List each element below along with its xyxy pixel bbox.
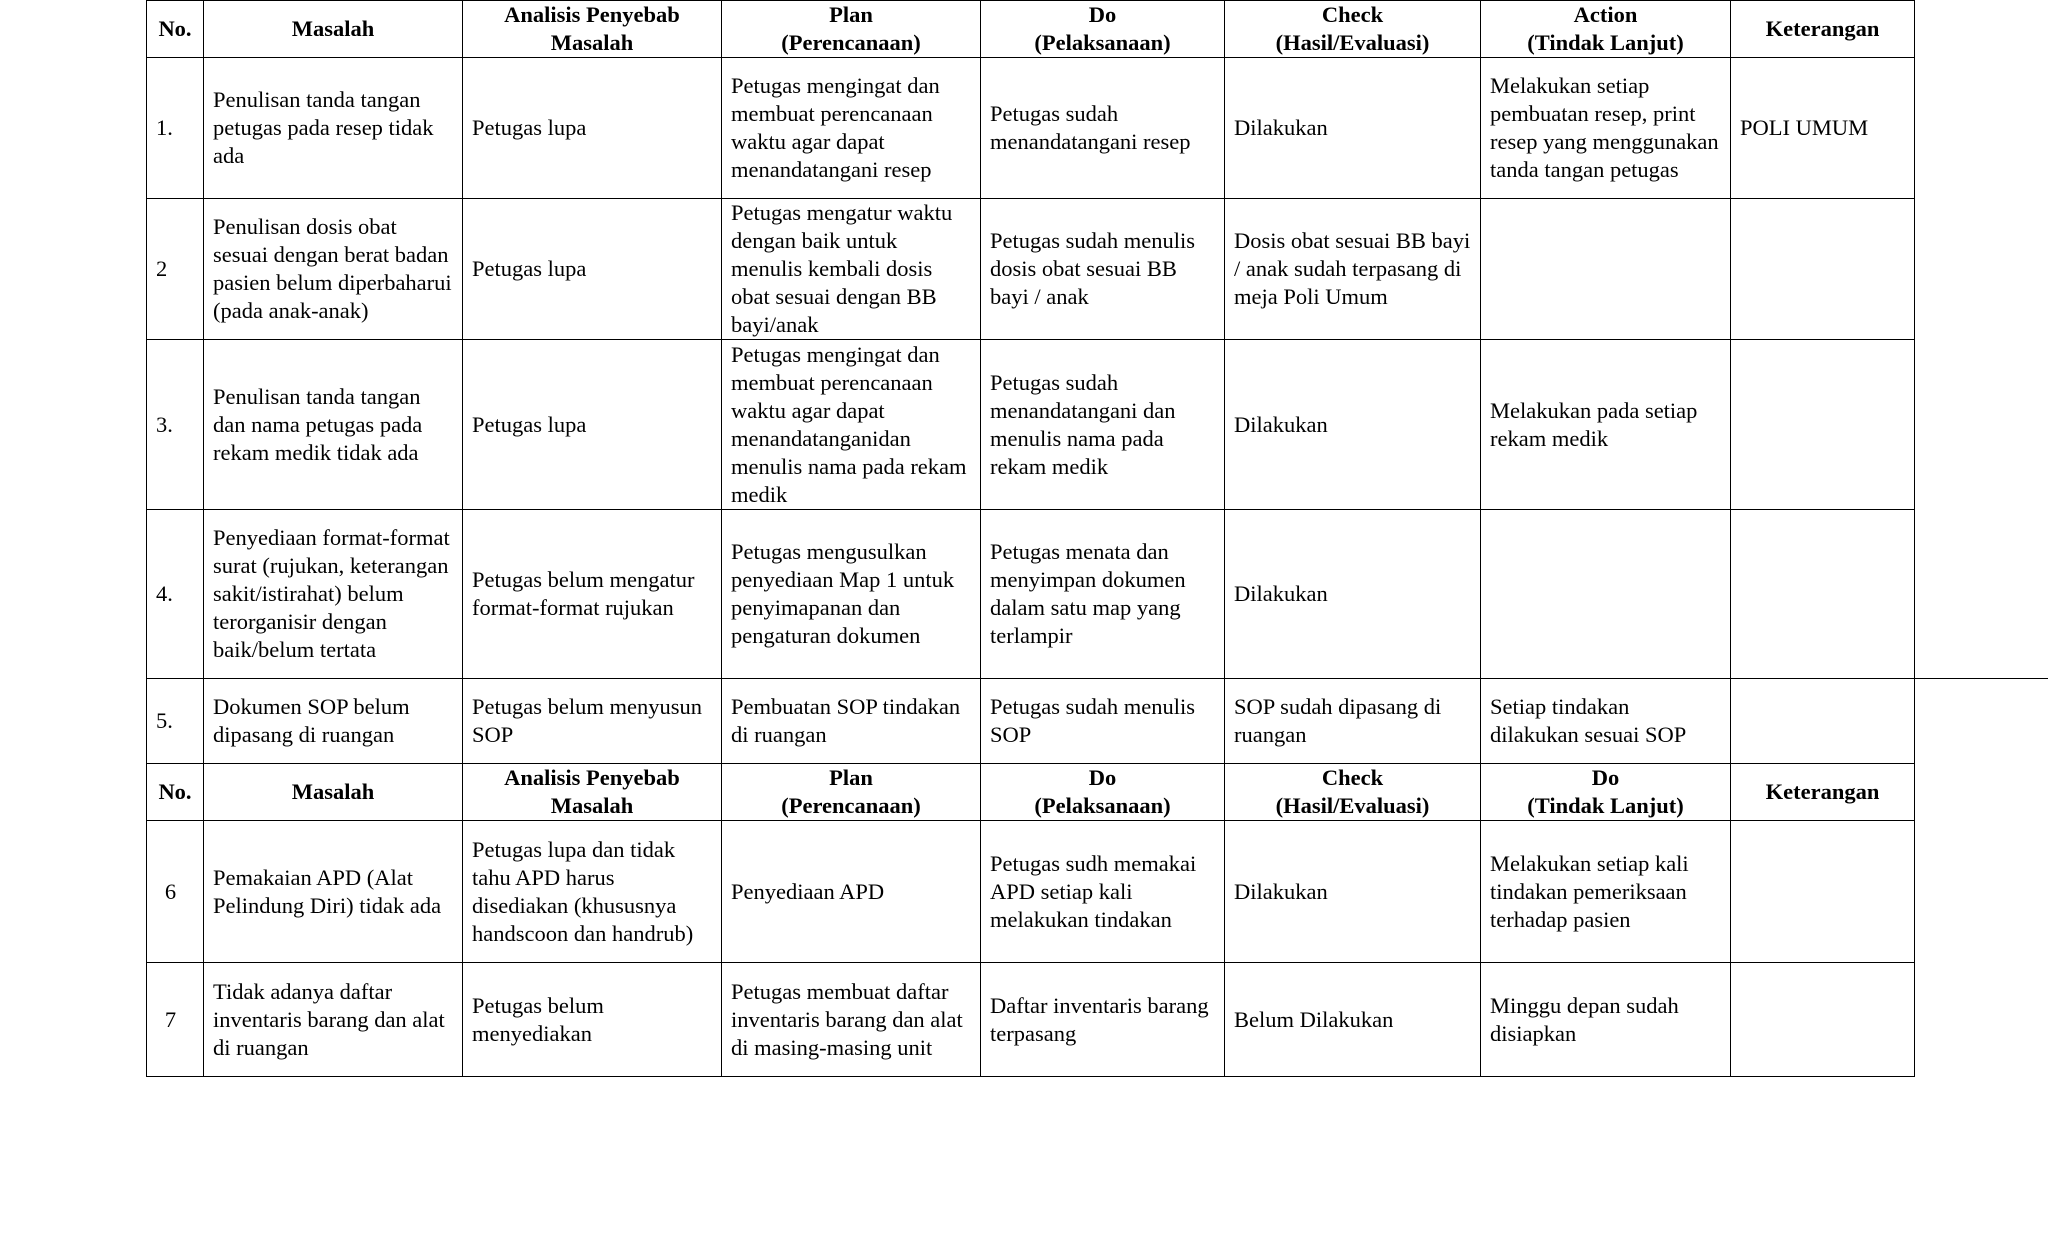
header-analisis-line2: Masalah — [550, 793, 634, 818]
cell-analisis: Petugas lupa dan tidak tahu APD harus disediakan (khususnya handscoon dan handrub) — [463, 821, 722, 963]
cell-action: Melakukan setiap pembuatan resep, print resep yang menggunakan tanda tangan petugas — [1481, 58, 1731, 199]
header-check-line1: Check — [1321, 765, 1384, 790]
cell-plan: Pembuatan SOP tindakan di ruangan — [722, 679, 981, 764]
cell-do: Petugas sudah menandatangani dan menulis nama pada rekam medik — [981, 340, 1225, 510]
header-no: No. — [147, 1, 204, 58]
cell-masalah: Dokumen SOP belum dipasang di ruangan — [204, 679, 463, 764]
header-check-line1: Check — [1321, 2, 1384, 27]
header-do-line1: Do — [1088, 2, 1117, 27]
header-action-line2: (Tindak Lanjut) — [1527, 793, 1684, 818]
cell-no: 5. — [147, 679, 204, 764]
header-analisis-line2: Masalah — [550, 30, 634, 55]
cell-keterangan — [1731, 510, 1915, 679]
table-row — [147, 340, 1915, 510]
pdca-table — [146, 0, 1915, 1077]
header-plan — [722, 1, 981, 58]
header-analisis — [463, 764, 722, 821]
cell-action: Minggu depan sudah disiapkan — [1481, 963, 1731, 1077]
table-row — [147, 58, 1915, 199]
cell-keterangan: POLI UMUM — [1731, 58, 1915, 199]
cell-action — [1481, 510, 1731, 679]
header-do-line2: (Pelaksanaan) — [1034, 30, 1171, 55]
cell-action: Melakukan setiap kali tindakan pemeriksaan terhadap pasien — [1481, 821, 1731, 963]
table-header-row — [147, 1, 1915, 58]
cell-check: Dilakukan — [1225, 510, 1481, 679]
header-check-line2: (Hasil/Evaluasi) — [1275, 30, 1430, 55]
header-check — [1225, 764, 1481, 821]
header-action-line1: Do — [1591, 765, 1620, 790]
table-header-row-repeat — [147, 764, 1915, 821]
header-check-line2: (Hasil/Evaluasi) — [1275, 793, 1430, 818]
cell-do: Petugas menata dan menyimpan dokumen dalam satu map yang terlampir — [981, 510, 1225, 679]
cell-no: 4. — [147, 510, 204, 679]
cell-masalah: Penulisan tanda tangan dan nama petugas pada rekam medik tidak ada — [204, 340, 463, 510]
side-rule-line — [1914, 678, 2048, 679]
header-action — [1481, 764, 1731, 821]
cell-masalah: Penulisan dosis obat sesuai dengan berat badan pasien belum diperbaharui (pada anak-anak) — [204, 199, 463, 340]
cell-no: 7 — [147, 963, 204, 1077]
cell-analisis: Petugas belum menyediakan — [463, 963, 722, 1077]
cell-masalah: Penyediaan format-format surat (rujukan, keterangan sakit/istirahat) belum terorganisir dengan baik/belum tertata — [204, 510, 463, 679]
header-do — [981, 1, 1225, 58]
header-plan-line2: (Perencanaan) — [781, 30, 921, 55]
cell-do: Petugas sudah menandatangani resep — [981, 58, 1225, 199]
cell-do: Petugas sudah menulis dosis obat sesuai BB bayi / anak — [981, 199, 1225, 340]
header-keterangan: Keterangan — [1731, 764, 1915, 821]
cell-no: 3. — [147, 340, 204, 510]
header-analisis-line1: Analisis Penyebab — [504, 2, 680, 27]
cell-keterangan — [1731, 340, 1915, 510]
header-action — [1481, 1, 1731, 58]
cell-analisis: Petugas belum menyusun SOP — [463, 679, 722, 764]
cell-plan: Petugas mengingat dan membuat perencanaan waktu agar dapat menandatanganidan menulis nama pada rekam medik — [722, 340, 981, 510]
cell-keterangan — [1731, 821, 1915, 963]
cell-plan: Petugas mengusulkan penyediaan Map 1 untuk penyimapanan dan pengaturan dokumen — [722, 510, 981, 679]
header-plan-line1: Plan — [829, 2, 873, 27]
header-analisis-line1: Analisis Penyebab — [504, 765, 680, 790]
cell-no: 2 — [147, 199, 204, 340]
cell-check: Belum Dilakukan — [1225, 963, 1481, 1077]
cell-do: Petugas sudh memakai APD setiap kali melakukan tindakan — [981, 821, 1225, 963]
cell-masalah: Pemakaian APD (Alat Pelindung Diri) tidak ada — [204, 821, 463, 963]
table-row — [147, 510, 1915, 679]
header-action-line2: (Tindak Lanjut) — [1527, 30, 1684, 55]
header-do — [981, 764, 1225, 821]
table-row — [147, 821, 1915, 963]
cell-analisis: Petugas lupa — [463, 199, 722, 340]
cell-keterangan — [1731, 963, 1915, 1077]
cell-no: 6 — [147, 821, 204, 963]
cell-keterangan — [1731, 199, 1915, 340]
cell-plan: Petugas membuat daftar inventaris barang dan alat di masing-masing unit — [722, 963, 981, 1077]
header-masalah: Masalah — [204, 1, 463, 58]
cell-action — [1481, 199, 1731, 340]
header-do-line1: Do — [1088, 765, 1117, 790]
cell-do: Daftar inventaris barang terpasang — [981, 963, 1225, 1077]
header-plan-line1: Plan — [829, 765, 873, 790]
cell-analisis: Petugas lupa — [463, 58, 722, 199]
cell-plan: Petugas mengatur waktu dengan baik untuk menulis kembali dosis obat sesuai dengan BB bayi/anak — [722, 199, 981, 340]
header-plan — [722, 764, 981, 821]
cell-no: 1. — [147, 58, 204, 199]
cell-check: SOP sudah dipasang di ruangan — [1225, 679, 1481, 764]
header-plan-line2: (Perencanaan) — [781, 793, 921, 818]
header-action-line1: Action — [1573, 2, 1638, 27]
cell-keterangan — [1731, 679, 1915, 764]
header-masalah: Masalah — [204, 764, 463, 821]
cell-check: Dosis obat sesuai BB bayi / anak sudah terpasang di meja Poli Umum — [1225, 199, 1481, 340]
header-do-line2: (Pelaksanaan) — [1034, 793, 1171, 818]
cell-plan: Petugas mengingat dan membuat perencanaan waktu agar dapat menandatangani resep — [722, 58, 981, 199]
header-keterangan: Keterangan — [1731, 1, 1915, 58]
header-check — [1225, 1, 1481, 58]
header-no: No. — [147, 764, 204, 821]
cell-check: Dilakukan — [1225, 58, 1481, 199]
cell-action: Setiap tindakan dilakukan sesuai SOP — [1481, 679, 1731, 764]
table-row — [147, 963, 1915, 1077]
table-row — [147, 199, 1915, 340]
cell-masalah: Tidak adanya daftar inventaris barang dan alat di ruangan — [204, 963, 463, 1077]
header-analisis — [463, 1, 722, 58]
cell-check: Dilakukan — [1225, 821, 1481, 963]
cell-check: Dilakukan — [1225, 340, 1481, 510]
cell-do: Petugas sudah menulis SOP — [981, 679, 1225, 764]
cell-analisis: Petugas lupa — [463, 340, 722, 510]
cell-analisis: Petugas belum mengatur format-format rujukan — [463, 510, 722, 679]
cell-action: Melakukan pada setiap rekam medik — [1481, 340, 1731, 510]
cell-plan: Penyediaan APD — [722, 821, 981, 963]
table-row — [147, 679, 1915, 764]
cell-masalah: Penulisan tanda tangan petugas pada resep tidak ada — [204, 58, 463, 199]
